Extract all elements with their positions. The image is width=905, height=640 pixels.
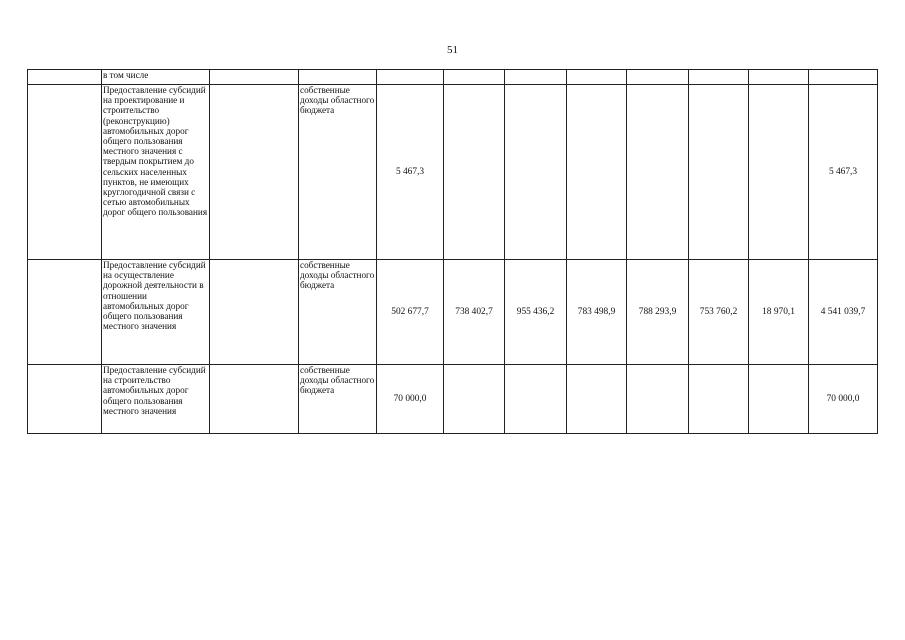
table-cell	[210, 85, 299, 260]
value-cell	[689, 365, 749, 434]
table-cell	[28, 260, 102, 365]
table-row	[28, 365, 878, 434]
row-description: Предоставление субсидий на осуществление дорожной деятельности в отношении автомобильных дорог общего пользования местного значения	[102, 260, 210, 365]
value-cell	[689, 85, 749, 260]
value-cell: 502 677,7	[377, 260, 444, 365]
value-cell	[749, 365, 809, 434]
value-cell: 5 467,3	[377, 85, 444, 260]
table-cell	[28, 85, 102, 260]
table-cell	[689, 70, 749, 85]
value-cell	[627, 365, 689, 434]
value-cell: 70 000,0	[377, 365, 444, 434]
row-funding-source: собственные доходы областного бюджета	[299, 85, 377, 260]
table-cell	[567, 70, 627, 85]
value-cell: 955 436,2	[505, 260, 567, 365]
total-cell: 5 467,3	[809, 85, 878, 260]
page-number: 51	[447, 44, 458, 56]
row-description: Предоставление субсидий на строительство автомобильных дорог общего пользования местного значения	[102, 365, 210, 434]
table-cell	[299, 70, 377, 85]
table-row	[28, 260, 878, 365]
row-description: Предоставление субсидий на проектирование и строительство (реконструкцию) автомобильных дорог общего пользования местного значения с твердым покрытием до сельских населенных пунктов, не имеющих круглогодичной связи с сетью автомобильных дорог общего пользования	[102, 85, 210, 260]
value-cell	[749, 85, 809, 260]
row-funding-source: собственные доходы областного бюджета	[299, 260, 377, 365]
table-cell	[210, 260, 299, 365]
table-cell	[28, 365, 102, 434]
table-cell	[210, 365, 299, 434]
table-cell	[28, 70, 102, 85]
value-cell: 738 402,7	[444, 260, 505, 365]
budget-table	[27, 69, 878, 434]
row-funding-source: собственные доходы областного бюджета	[299, 365, 377, 434]
value-cell: 18 970,1	[749, 260, 809, 365]
table-row	[28, 85, 878, 260]
value-cell	[567, 365, 627, 434]
total-cell: 4 541 039,7	[809, 260, 878, 365]
table-cell	[809, 70, 878, 85]
value-cell	[627, 85, 689, 260]
table-cell	[627, 70, 689, 85]
table-cell	[210, 70, 299, 85]
table-cell	[749, 70, 809, 85]
value-cell: 788 293,9	[627, 260, 689, 365]
subheader-label: в том числе	[102, 70, 210, 85]
value-cell	[567, 85, 627, 260]
total-cell: 70 000,0	[809, 365, 878, 434]
value-cell	[444, 365, 505, 434]
value-cell	[505, 365, 567, 434]
value-cell	[505, 85, 567, 260]
value-cell: 783 498,9	[567, 260, 627, 365]
table-cell	[505, 70, 567, 85]
value-cell	[444, 85, 505, 260]
table-cell	[444, 70, 505, 85]
table-cell	[377, 70, 444, 85]
value-cell: 753 760,2	[689, 260, 749, 365]
table-subheader-row	[28, 70, 878, 85]
